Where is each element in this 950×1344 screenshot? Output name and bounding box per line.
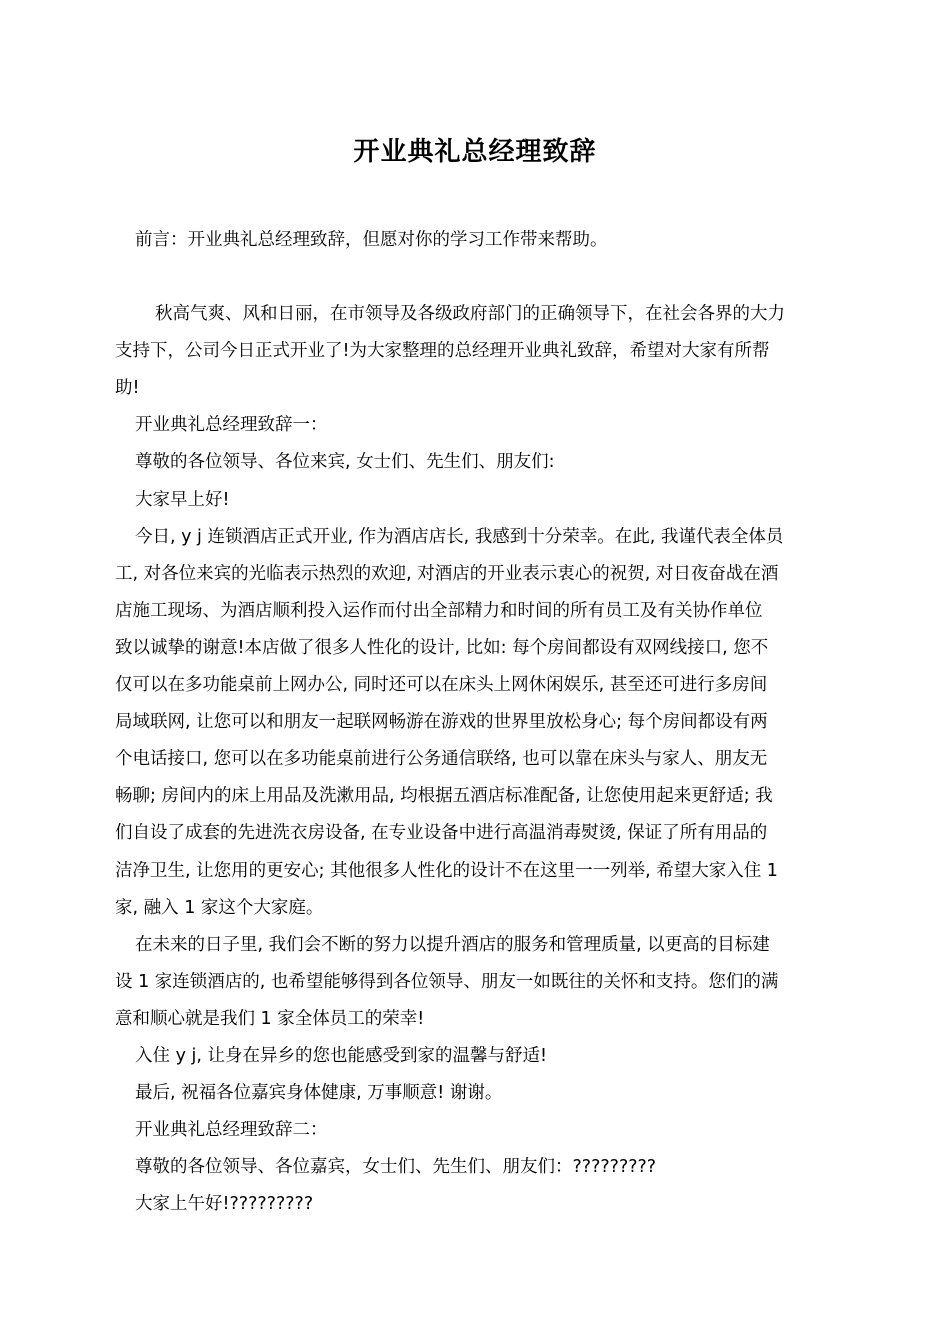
- greeting-two: 尊敬的各位领导、各位嘉宾，女士们、先生们、朋友们：?????????: [135, 1157, 657, 1178]
- intro-line: 支持下，公司今日正式开业了!为大家整理的总经理开业典礼致辞，希望对大家有所帮: [115, 341, 770, 362]
- blank-line: [115, 259, 836, 296]
- greeting-one: 尊敬的各位领导、各位来宾, 女士们、先生们、朋友们:: [135, 452, 555, 473]
- preface-paragraph: 前言：开业典礼总经理致辞，但愿对你的学习工作带来帮助。: [135, 230, 608, 250]
- section-heading-two: 开业典礼总经理致辞二：: [135, 1120, 328, 1141]
- body-line: 今日, y j 连锁酒店正式开业, 作为酒店店长, 我感到十分荣幸。在此, 我谨代表全体员: [135, 526, 784, 547]
- closing-paragraph: 最后, 祝福各位嘉宾身体健康, 万事顺意! 谢谢。: [135, 1083, 503, 1104]
- body-paragraph-one: [115, 519, 836, 927]
- stay-paragraph: 入住 y j, 让身在异乡的您也能感受到家的温馨与舒适!: [135, 1045, 547, 1066]
- body-line: 个电话接口, 您可以在多功能桌前进行公务通信联络, 也可以靠在床头与家人、朋友无: [115, 749, 768, 770]
- body-line: 局域联网, 让您可以和朋友一起联网畅游在游戏的世界里放松身心; 每个房间都设有两: [115, 712, 768, 733]
- morning-greeting-one: 大家早上好!: [135, 489, 230, 510]
- body-line: 们自设了成套的先进洗衣房设备, 在专业设备中进行高温消毒熨烫, 保证了所有用品的: [115, 823, 768, 844]
- body-line: 店施工现场、为酒店顺利投入运作而付出全部精力和时间的所有员工及有关协作单位: [115, 600, 763, 621]
- section-heading-one: 开业典礼总经理致辞一：: [135, 415, 328, 436]
- intro-line: 秋高气爽、风和日丽，在市领导及各级政府部门的正确领导下，在社会各界的大力: [155, 304, 785, 325]
- body-line: 工, 对各位来宾的光临表示热烈的欢迎, 对酒店的开业表示衷心的祝贺, 对日夜奋战在酒: [115, 563, 779, 584]
- body-line: 仅可以在多功能桌前上网办公, 同时还可以在床头上网休闲娱乐, 甚至还可进行多房间: [115, 675, 768, 696]
- intro-paragraph: [115, 296, 836, 407]
- body-line: 致以诚挚的谢意!本店做了很多人性化的设计, 比如: 每个房间都设有双网线接口, 您不: [115, 637, 769, 658]
- document-body: [115, 222, 836, 1223]
- document-title: 开业典礼总经理致辞: [353, 137, 597, 167]
- intro-line: 助!: [115, 378, 140, 399]
- body-paragraph-two: [115, 927, 836, 1038]
- body-line: 畅聊; 房间内的床上用品及洗漱用品, 均根据五酒店标准配备, 让您使用起来更舒适; 我: [115, 786, 773, 807]
- body-line: 意和顺心就是我们 1 家全体员工的荣幸!: [115, 1008, 425, 1029]
- body-line: 洁净卫生, 让您用的更安心; 其他很多人性化的设计不在这里一一列举, 希望大家入住 1: [115, 860, 778, 881]
- body-line: 设 1 家连锁酒店的, 也希望能够得到各位领导、朋友一如既往的关怀和支持。您们的满: [115, 971, 779, 992]
- body-line: 家, 融入 1 家这个大家庭。: [115, 897, 324, 918]
- morning-greeting-two: 大家上午好!?????????: [135, 1194, 314, 1215]
- body-line: 在未来的日子里, 我们会不断的努力以提升酒店的服务和管理质量, 以更高的目标建: [135, 934, 770, 955]
